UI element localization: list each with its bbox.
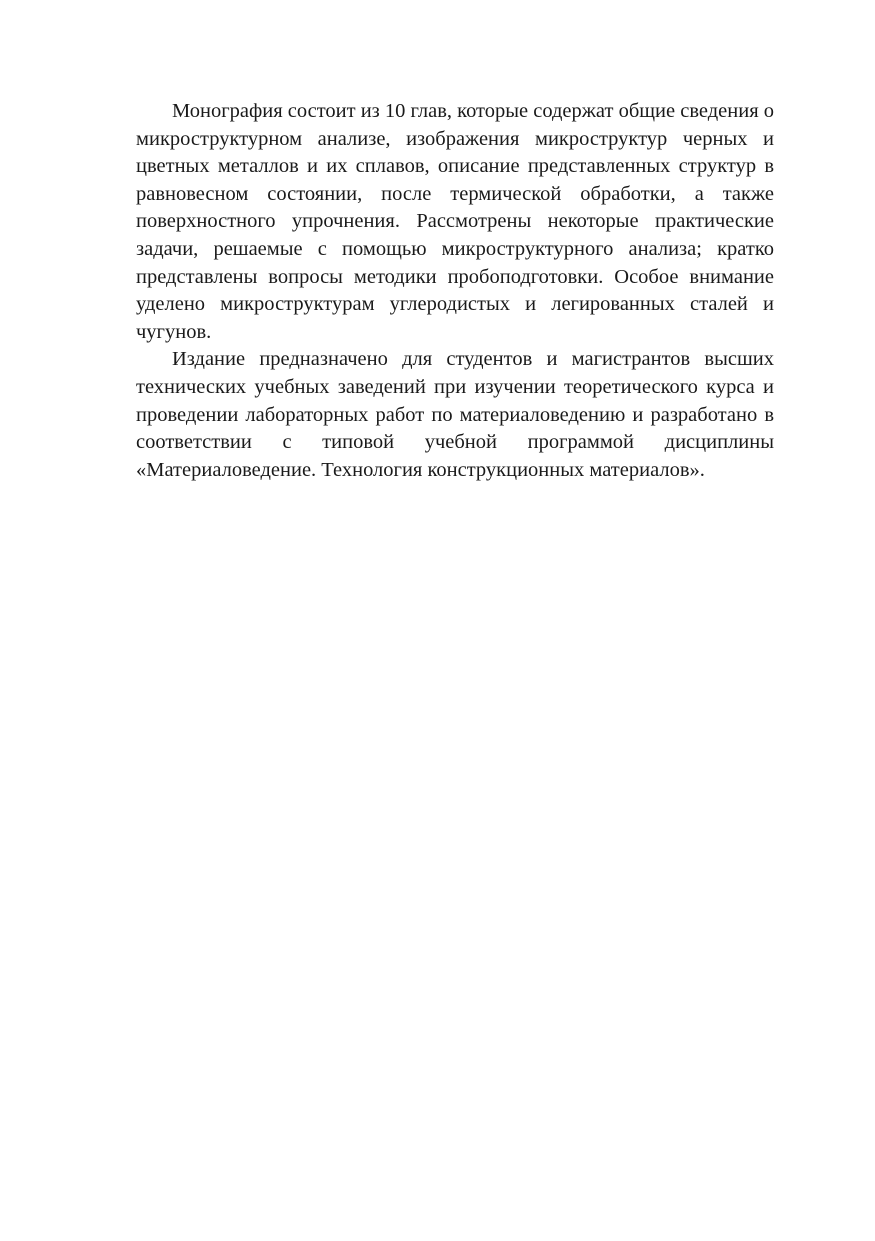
paragraph-monograph-contents: Монография состоит из 10 глав, которые содержат общие сведения о микроструктурном анализе, изображения микроструктур черных и цветных металлов и их сплавов, описание представленных структур в равновесном состоянии, после термической обработки, а также поверхностного упрочнения. Рассмотрены некоторые практические задачи, решаемые с помощью микроструктурного анализа; кратко представлены вопросы методики пробоподготовки. Особое внимание уделено микроструктурам углеродистых и легированных сталей и чугунов.	[136, 100, 775, 343]
annotation-text	[136, 98, 774, 484]
paragraph-intended-audience: Издание предназначено для студентов и магистрантов высших технических учебных заведений при изучении теоретического курса и проведении лабораторных работ по материаловедению и разработано в соответствии с типовой учебной программой дисциплины «Материаловедение. Технология конструкционных материалов».	[136, 348, 774, 481]
